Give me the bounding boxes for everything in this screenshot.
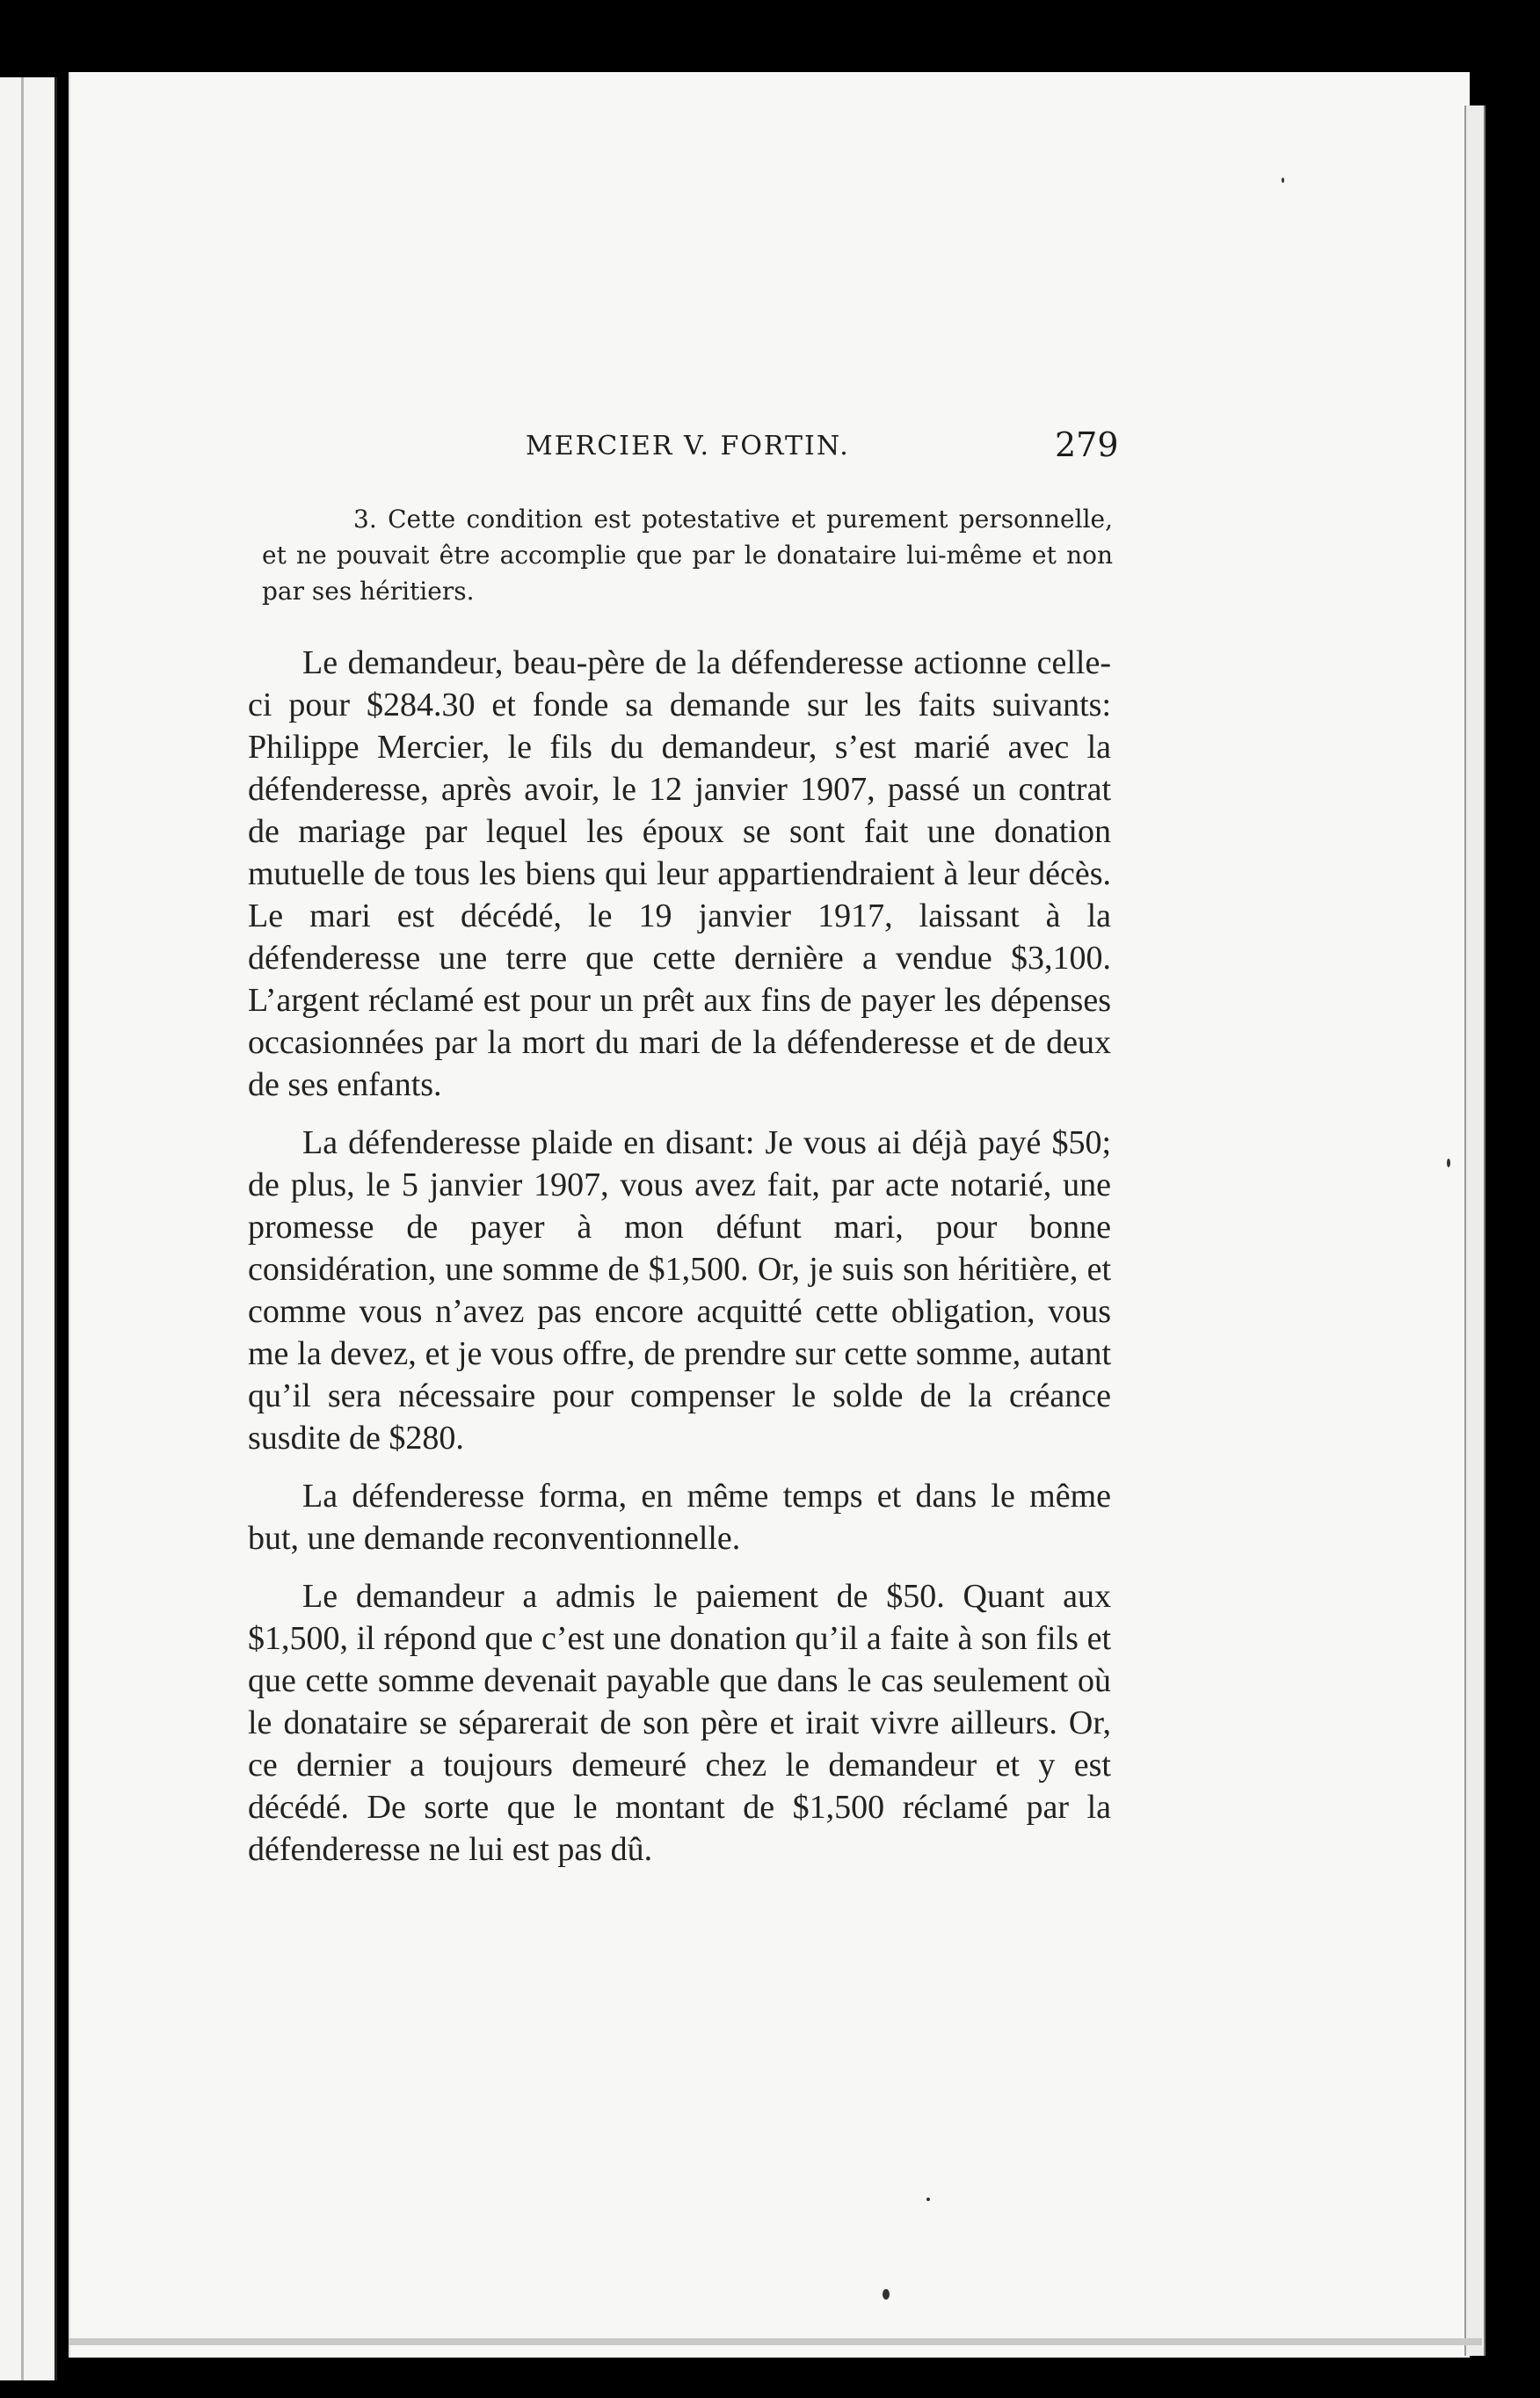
scan-speck — [1282, 178, 1284, 183]
paragraph: La défenderesse plaide en disant: Je vous ai déjà payé $50; de plus, le 5 janvier 1907, vous avez fait, par acte notarié, une promesse de payer à mon défunt mari, pour bonne considération, une somme de $1,500. Or, je suis son héritière, et comme vous n’avez pas encore acquitté cette obligation, vous me la devez, et je vous offre, de prendre sur cette somme, autant qu’il sera nécessaire pour compenser le solde de la créance susdite de $280. — [248, 1124, 1111, 1457]
running-head: MERCIER V. FORTIN. — [526, 431, 850, 461]
body-text — [248, 642, 1111, 1886]
scan-speck — [883, 2289, 890, 2300]
facing-page-rule — [21, 77, 24, 2380]
paragraph: La défenderesse forma, en même temps et dans le même but, une demande reconventionnelle. — [248, 1478, 1111, 1557]
paragraph: Le demandeur, beau-père de la défenderesse actionne celle-ci pour $284.30 et fonde sa demande sur les faits suivants: Philippe Mercier, le fils du demandeur, s’est marié avec la défenderesse, après avoir, le 12 janvier 1907, passé un contrat de mariage par lequel les époux se sont fait une donation mutuelle de tous les biens qui leur appartiendraient à leur décès. Le mari est décédé, le 19 janvier 1917, laissant à la défenderesse une terre que cette dernière a vendue $3,100. L’argent réclamé est pour un prêt aux fins de payer les dépenses occasionnées par la mort du mari de la défenderesse et de deux de ses enfants. — [248, 644, 1111, 1103]
page-stack-edge — [1464, 105, 1486, 2356]
scan-speck — [1447, 1159, 1450, 1167]
facing-page-edge — [0, 77, 57, 2380]
page-bottom-edge — [69, 2338, 1482, 2345]
scan-speck — [926, 2198, 930, 2201]
page-number: 279 — [1055, 425, 1119, 464]
paragraph: Le demandeur a admis le paiement de $50. Quant aux $1,500, il répond que c’est une donation qu’il a faite à son fils et que cette somme devenait payable que dans le cas seulement où le donataire se séparerait de son père et irait vivre ailleurs. Or, ce dernier a toujours demeuré chez le demandeur et y est décédé. De sorte que le montant de $1,500 réclamé par la défenderesse ne lui est pas dû. — [248, 1578, 1111, 1868]
headnote: 3. Cette condition est potestative et purement personnelle, et ne pouvait être accomplie que par le donataire lui-même et non par ses héritiers. — [262, 505, 1113, 606]
